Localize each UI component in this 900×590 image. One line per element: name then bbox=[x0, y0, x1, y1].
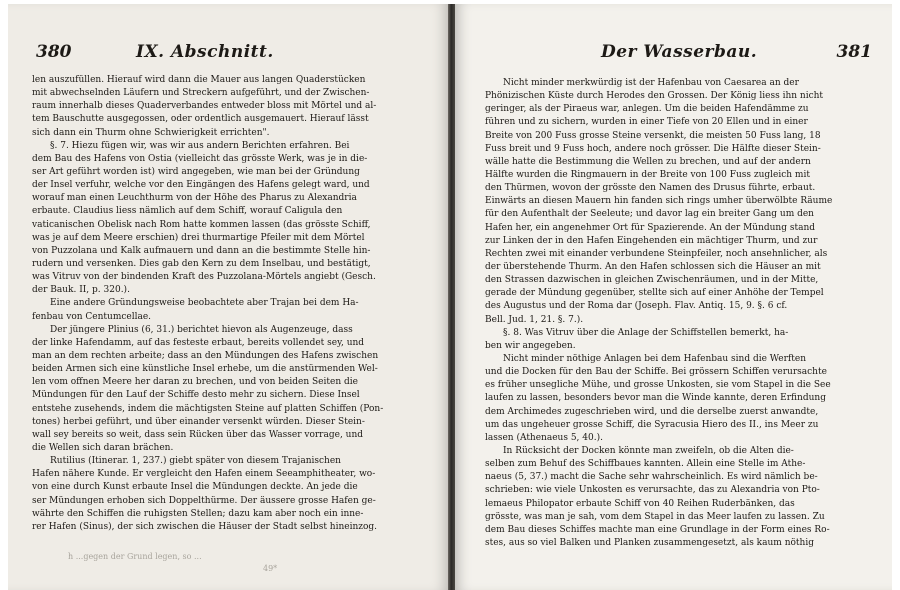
right-page bbox=[455, 4, 892, 590]
text-line: dem Bau dieses Schiffes machte man eine Grundlage in der Form eines Ro- bbox=[485, 524, 830, 535]
text-line: Bell. Jud. 1, 21. §. 7.). bbox=[485, 314, 584, 325]
text-line: In Rücksicht der Docken könnte man zweifeln, ob die Alten die- bbox=[503, 445, 794, 456]
text-line: dem Bau des Hafens von Ostia (vielleicht das grösste Werk, was je in die- bbox=[32, 153, 368, 164]
text-line: §. 8. Was Vitruv über die Anlage der Schiffstellen bemerkt, ha- bbox=[503, 327, 789, 338]
left-running-head bbox=[36, 42, 428, 64]
book-gutter bbox=[448, 4, 455, 590]
text-line: lemaeus Philopator erbaute Schiff von 40 Reihen Ruderbänken, das bbox=[485, 498, 795, 509]
text-line: Rechten zwei mit einander verbundene Steinpfeiler, noch ansehnlicher, als bbox=[485, 248, 828, 259]
text-line: man an dem rechten arbeite; dass an den Mündungen des Hafens zwischen bbox=[32, 350, 379, 361]
text-line: der Bauk. II, p. 320.). bbox=[32, 285, 130, 296]
text-line: um das ungeheuer grosse Schiff, die Syracusia Hiero des II., ins Meer zu bbox=[485, 419, 819, 430]
text-line: zur Linken der in den Hafen Eingehenden ein mächtiger Thurm, und zur bbox=[485, 235, 818, 246]
open-book bbox=[8, 4, 900, 590]
left-running-title: IX. Abschnitt. bbox=[136, 42, 274, 62]
text-line: Breite von 200 Fuss grosse Steine versenkt, die meisten 50 Fuss lang, 18 bbox=[485, 130, 821, 141]
text-line: Hafen nähere Kunde. Er vergleicht den Hafen einem Seeamphitheater, wo- bbox=[32, 469, 376, 480]
text-line: len vom offnen Meere her daran zu brechen, und von beiden Seiten die bbox=[32, 377, 358, 388]
text-line: raum innerhalb dieses Quaderverbandes entweder bloss mit Mörtel und al- bbox=[32, 101, 377, 112]
text-line: tones) herbei geführt, und über einander versenkt würden. Dieser Stein- bbox=[32, 416, 365, 427]
text-line: Rutilius (Itinerar. 1, 237.) giebt später von diesem Trajanischen bbox=[50, 456, 341, 467]
text-line: den Strassen dazwischen in gleichen Zwischenräumen, und in der Mitte, bbox=[485, 275, 819, 286]
left-page-number: 380 bbox=[36, 42, 72, 62]
text-line: den Thürmen, wovon der grösste den Namen des Drusus führte, erbaut. bbox=[485, 183, 816, 194]
text-line: Fuss breit und 9 Fuss hoch, andere noch grösser. Die Hälfte dieser Stein- bbox=[485, 143, 821, 154]
text-line: geringer, als der Piraeus war, anlegen. Um die beiden Hafendämme zu bbox=[485, 104, 809, 115]
text-line: von eine durch Kunst erbaute Insel die Mündungen deckte. An jede die bbox=[32, 482, 358, 493]
text-line: len auszufüllen. Hierauf wird dann die Mauer aus langen Quaderstücken bbox=[32, 75, 366, 85]
text-line: und die Docken für den Bau der Schiffe. Bei grössern Schiffen verursachte bbox=[485, 367, 827, 378]
text-line: sich dann ein Thurm ohne Schwierigkeit errichten". bbox=[32, 127, 270, 138]
text-line: Hälfte wurden die Ringmauern in der Breite von 100 Fuss zugleich mit bbox=[485, 169, 810, 180]
text-line: vaticanischen Obelisk nach Rom hatte kommen lassen (das grösste Schiff, bbox=[32, 219, 371, 230]
text-line: lassen (Athenaeus 5, 40.). bbox=[485, 432, 603, 443]
text-line: Phönizischen Küste durch Herodes den Grossen. Der König liess ihn nicht bbox=[485, 91, 824, 102]
left-bleed-through: h ...gegen der Grund legen, so ... bbox=[68, 552, 202, 561]
text-line: des Augustus und der Roma dar (Joseph. Flav. Antiq. 15, 9. §. 6 cf. bbox=[485, 301, 788, 312]
text-line: gerade der Mündung gegenüber, stellte sich auf einer Anhöhe der Tempel bbox=[485, 288, 824, 299]
text-line: Der jüngere Plinius (6, 31.) berichtet hievon als Augenzeuge, dass bbox=[50, 324, 353, 335]
text-line: tem Bauschutte ausgegossen, oder ordentlich ausgemauert. Hierauf lässt bbox=[32, 114, 369, 125]
text-line: fenbau von Centumcellae. bbox=[32, 311, 152, 322]
text-line: Mündungen für den Lauf der Schiffe desto mehr zu sichern. Diese Insel bbox=[32, 390, 360, 401]
text-line: selben zum Behuf des Schiffbaues kannten. Allein eine Stelle im Athe- bbox=[485, 459, 806, 470]
text-line: die Wellen sich daran brächen. bbox=[32, 442, 174, 453]
text-line: stes, aus so viel Balken und Planken zusammengesetzt, als kaum nöthig bbox=[485, 537, 814, 548]
text-line: rudern und versenken. Dies gab den Kern zu dem Inselbau, und bestätigt, bbox=[32, 258, 371, 269]
text-line: führen und zu sichern, wurden in einer Tiefe von 20 Ellen und in einer bbox=[485, 117, 808, 128]
text-line: der linke Hafendamm, auf das festeste erbaut, bereits vollendet sey, und bbox=[32, 337, 365, 348]
text-line: entstehe zusehends, indem die mächtigsten Steine auf platten Schiffen (Pon- bbox=[32, 403, 384, 414]
right-running-title: Der Wasserbau. bbox=[601, 42, 758, 62]
text-line: dem Archimedes zugeschrieben wird, und die derselbe zuerst anwandte, bbox=[485, 406, 819, 417]
text-line: Eine andere Gründungsweise beobachtete aber Trajan bei dem Ha- bbox=[50, 298, 359, 309]
text-line: erbaute. Claudius liess nämlich auf dem Schiff, worauf Caligula den bbox=[32, 206, 343, 217]
text-line: mit abwechselnden Läufern und Streckern aufgeführt, und der Zwischen- bbox=[32, 88, 370, 99]
left-page bbox=[8, 4, 448, 590]
signature-mark: 49* bbox=[263, 564, 278, 573]
text-line: von Puzzolana und Kalk aufmauern und dann an die bestimmte Stelle hin- bbox=[32, 245, 371, 256]
text-line: §. 7. Hiezu fügen wir, was wir aus andern Berichten erfahren. Bei bbox=[50, 140, 350, 151]
text-line: für den Aufenthalt der Seeleute; und davor lag ein breiter Gang um den bbox=[485, 209, 814, 220]
text-line: ser Art geführt worden ist) wird angegeben, wie man bei der Gründung bbox=[32, 166, 360, 177]
text-line: währte den Schiffen die ruhigsten Stellen; dazu kam aber noch ein inne- bbox=[32, 508, 364, 519]
text-line: Einwärts an diesen Mauern hin fanden sich rings umher überwölbte Räume bbox=[485, 196, 833, 207]
text-line: worauf man einen Leuchthurm von der Höhe des Pharus zu Alexandria bbox=[32, 193, 357, 204]
text-line: Nicht minder merkwürdig ist der Hafenbau von Caesarea an der bbox=[503, 78, 799, 88]
text-line: laufen zu lassen, besonders bevor man die Winde kannte, deren Erfindung bbox=[485, 393, 826, 404]
text-line: ser Mündungen erhoben sich Doppelthürme. Der äussere grosse Hafen ge- bbox=[32, 495, 376, 506]
right-page-number: 381 bbox=[836, 42, 872, 62]
right-body-text bbox=[485, 77, 879, 550]
text-line: Nicht minder nöthige Anlagen bei dem Hafenbau sind die Werften bbox=[503, 353, 806, 364]
right-running-head bbox=[483, 42, 872, 64]
text-line: Hafen her, ein angenehmer Ort für Spazierende. An der Mündung stand bbox=[485, 222, 816, 233]
text-line: der überstehende Thurm. An den Hafen schlossen sich die Häuser an mit bbox=[485, 261, 821, 272]
text-line: rer Hafen (Sinus), der sich zwischen die Häuser der Stadt selbst hineinzog. bbox=[32, 521, 378, 532]
left-body-text bbox=[32, 74, 426, 534]
text-line: es früher unsegliche Mühe, und grosse Unkosten, sie vom Stapel in die See bbox=[485, 380, 831, 391]
text-line: schrieben: wie viele Unkosten es verursachte, das zu Alexandria von Pto- bbox=[485, 485, 820, 496]
text-line: wälle hatte die Bestimmung die Wellen zu brechen, und auf der andern bbox=[485, 156, 811, 167]
text-line: wall sey bereits so weit, dass sein Rücken über das Wasser vorrage, und bbox=[32, 429, 364, 440]
text-line: naeus (5, 37.) macht die Sache sehr wahrscheinlich. Es wird nämlich be- bbox=[485, 472, 818, 483]
text-line: der Insel verfuhr, welche vor den Eingängen des Hafens gelegt ward, und bbox=[32, 180, 370, 191]
text-line: grösste, was man je sah, vom dem Stapel in das Meer laufen zu lassen. Zu bbox=[485, 511, 825, 522]
text-line: beiden Armen sich eine künstliche Insel erhebe, um die anstürmenden Wel- bbox=[32, 364, 378, 375]
text-line: was Vitruv von der bindenden Kraft des Puzzolana-Mörtels angiebt (Gesch. bbox=[32, 272, 376, 283]
text-line: was je auf dem Meere erschien) drei thurmartige Pfeiler mit dem Mörtel bbox=[32, 232, 365, 243]
text-line: ben wir angegeben. bbox=[485, 340, 576, 351]
